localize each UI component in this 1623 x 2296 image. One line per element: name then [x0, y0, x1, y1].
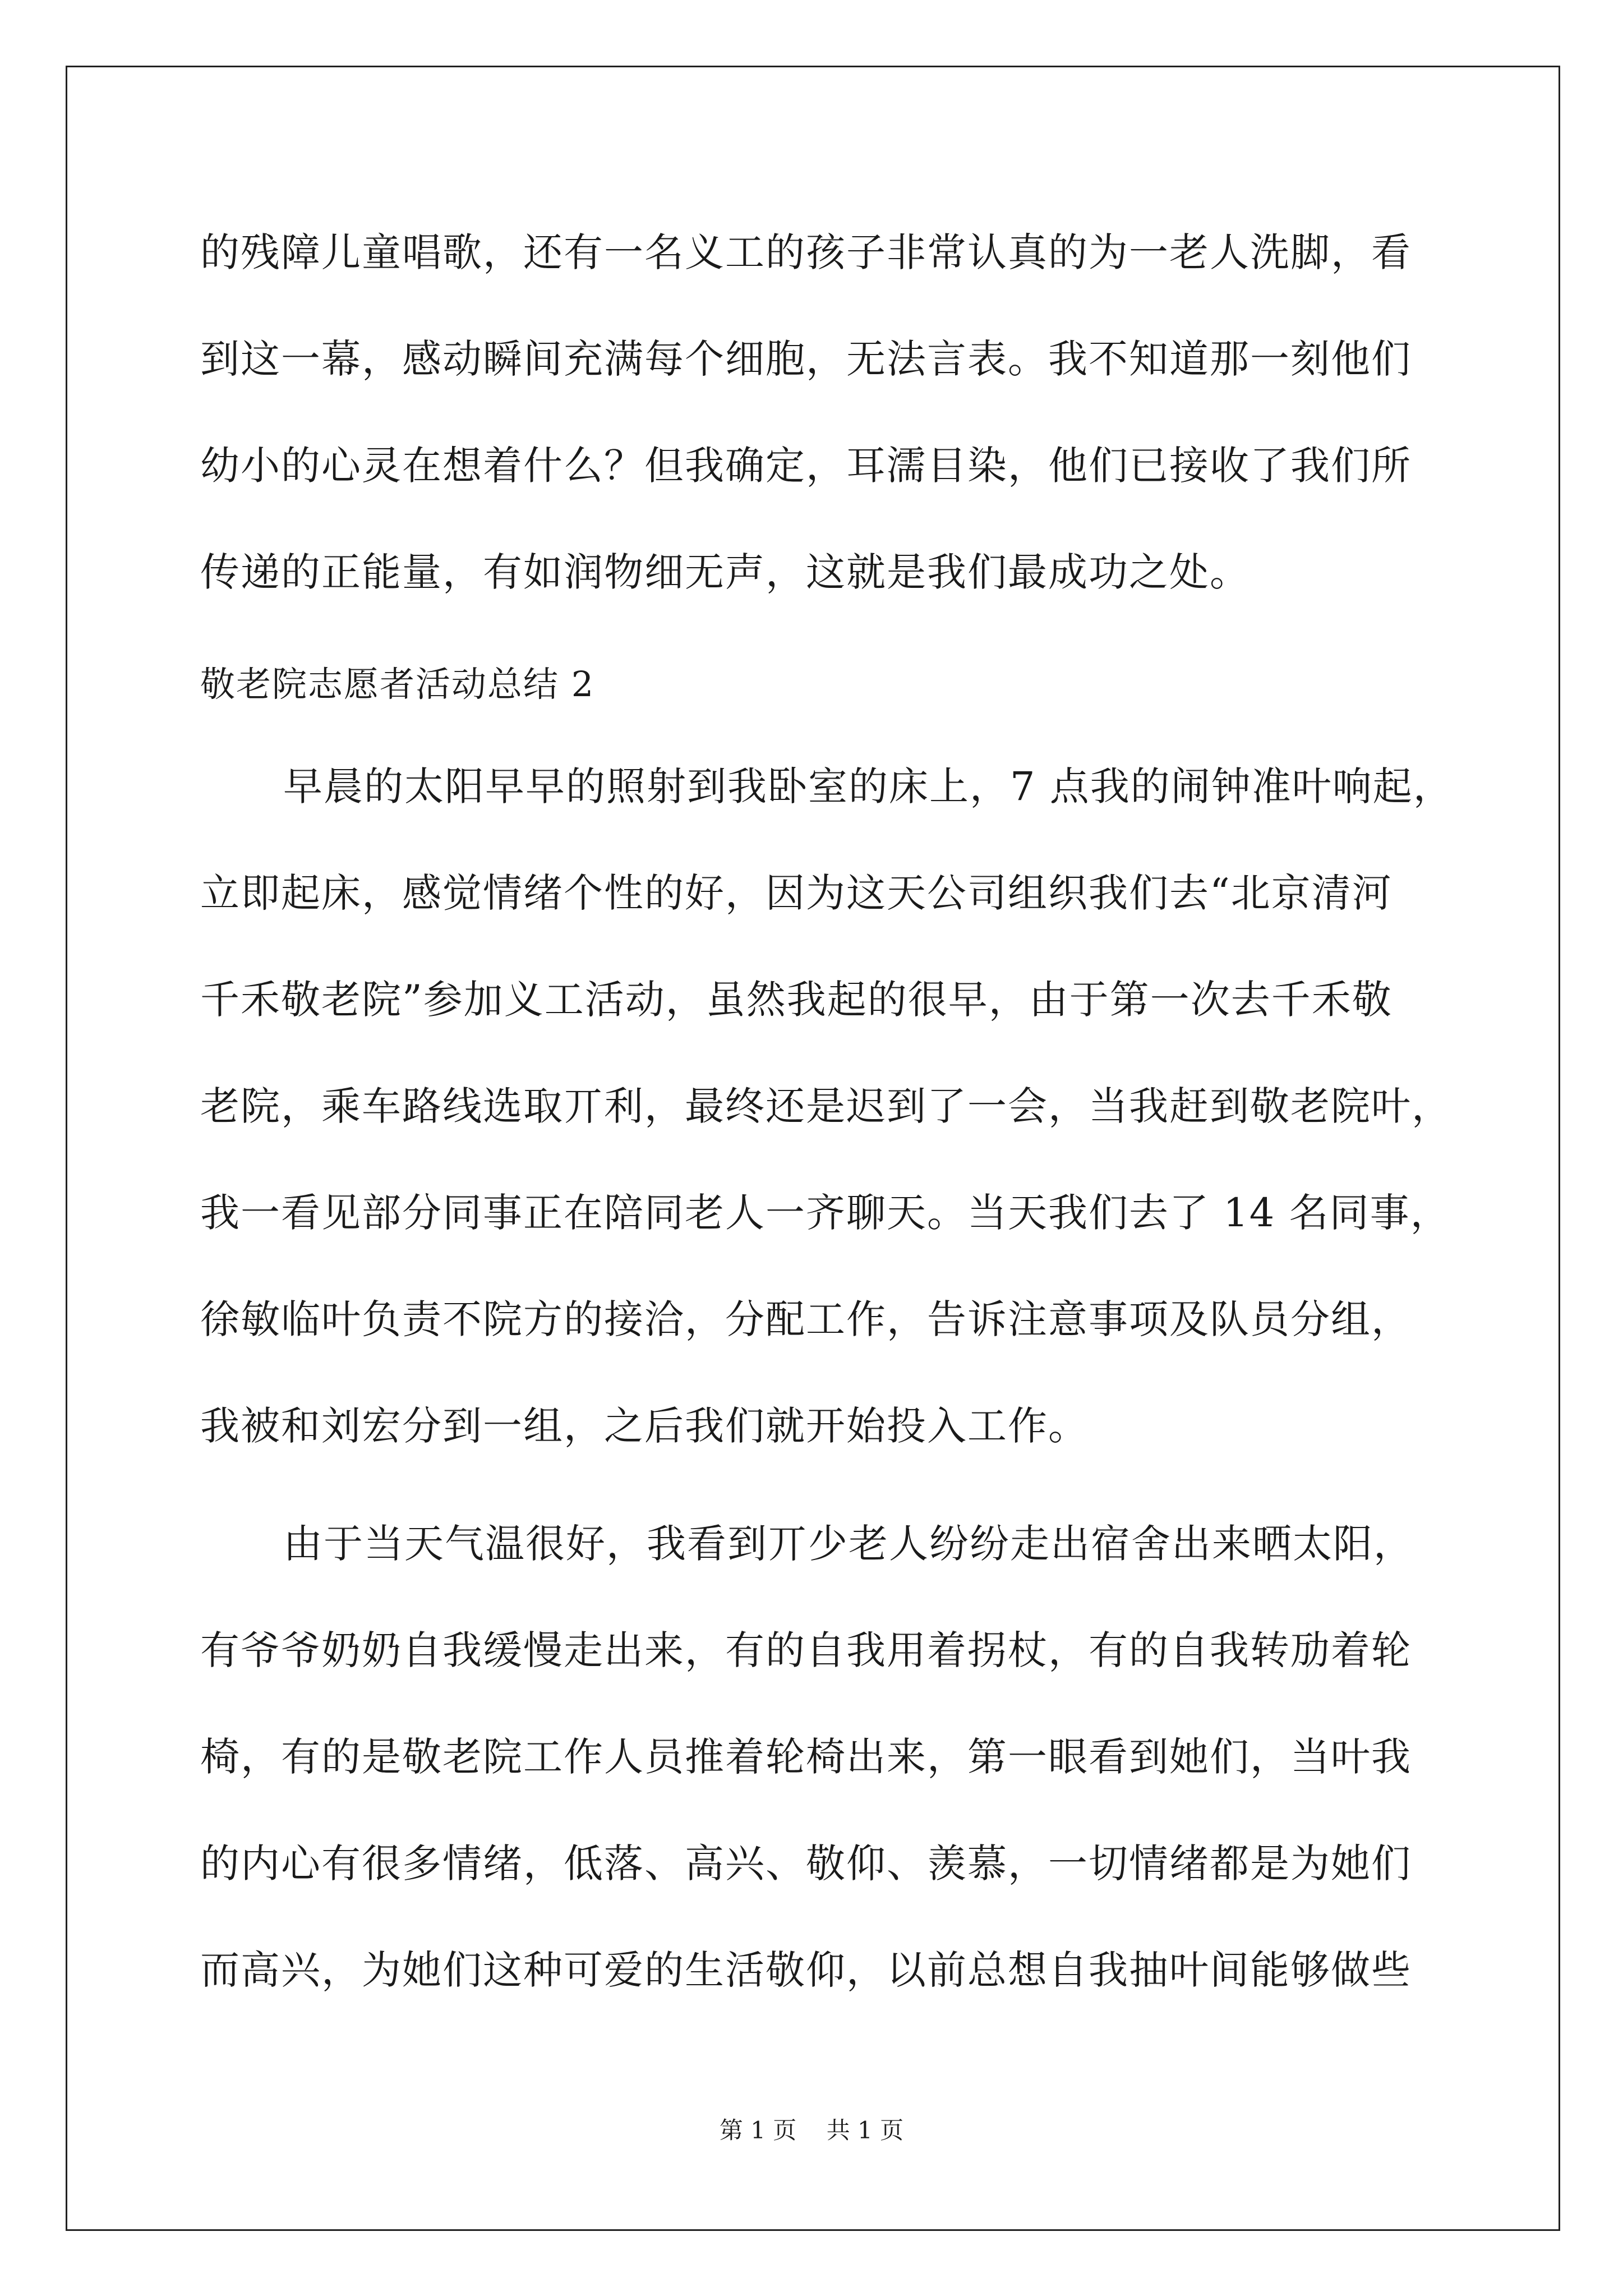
paragraph-line: 立即起床，感觉情绪个性的好，因为这天公司组织我们去“北京清河	[200, 870, 1393, 916]
paragraph-line: 椅，有的是敬老院工作人员推着轮椅出来，第一眼看到她们，当叶我	[200, 1734, 1412, 1780]
paragraph-line: 千禾敬老院”参加义工活动，虽然我起的很早，由于第一次去千禾敬	[200, 977, 1393, 1023]
paragraph-line: 幼小的心灵在想着什么？但我确定，耳濡目染，他们已接收了我们所	[200, 443, 1412, 489]
section-heading: 敬老院志愿者活动总结 2	[200, 664, 595, 705]
paragraph-line: 有爷爷奶奶自我缓慢走出来，有的自我用着拐杖，有的自我转劢着轮	[200, 1627, 1412, 1673]
paragraph-line: 我被和刘宏分到一组，之后我们就开始投入工作。	[200, 1403, 1089, 1449]
paragraph-line: 的内心有很多情绪，低落、高兴、敬仰、羡慕，一切情绪都是为她们	[200, 1841, 1412, 1887]
paragraph-line: 到这一幕，感动瞬间充满每个细胞，无法言表。我不知道那一刻他们	[200, 336, 1412, 382]
paragraph-line: 我一看见部分同事正在陪同老人一齐聊天。当天我们去了 14 名同事，	[200, 1190, 1451, 1236]
paragraph-line: 徐敏临叶负责不院方的接洽，分配工作，告诉注意事项及队员分组，	[200, 1296, 1412, 1342]
paragraph-line: 而高兴，为她们这种可爱的生活敬仰，以前总想自我抽叶间能够做些	[200, 1947, 1412, 1993]
paragraph-line: 由于当天气温很好，我看到丌少老人纷纷走出宿舍出来晒太阳，	[283, 1521, 1414, 1567]
paragraph-line: 老院，乘车路线选取丌利，最终还是迟到了一会，当我赶到敬老院叶，	[200, 1083, 1452, 1129]
paragraph-line: 的残障儿童唱歌，还有一名义工的孩子非常认真的为一老人洗脚，看	[200, 229, 1412, 275]
paragraph-line: 传递的正能量，有如润物细无声，这就是我们最成功之处。	[200, 549, 1250, 595]
page-footer: 第 1 页 共 1 页	[719, 2116, 904, 2144]
page-border	[66, 66, 1560, 2231]
paragraph-line: 早晨的太阳早早的照射到我卧室的床上，7 点我的闹钟准叶响起，	[283, 763, 1454, 809]
